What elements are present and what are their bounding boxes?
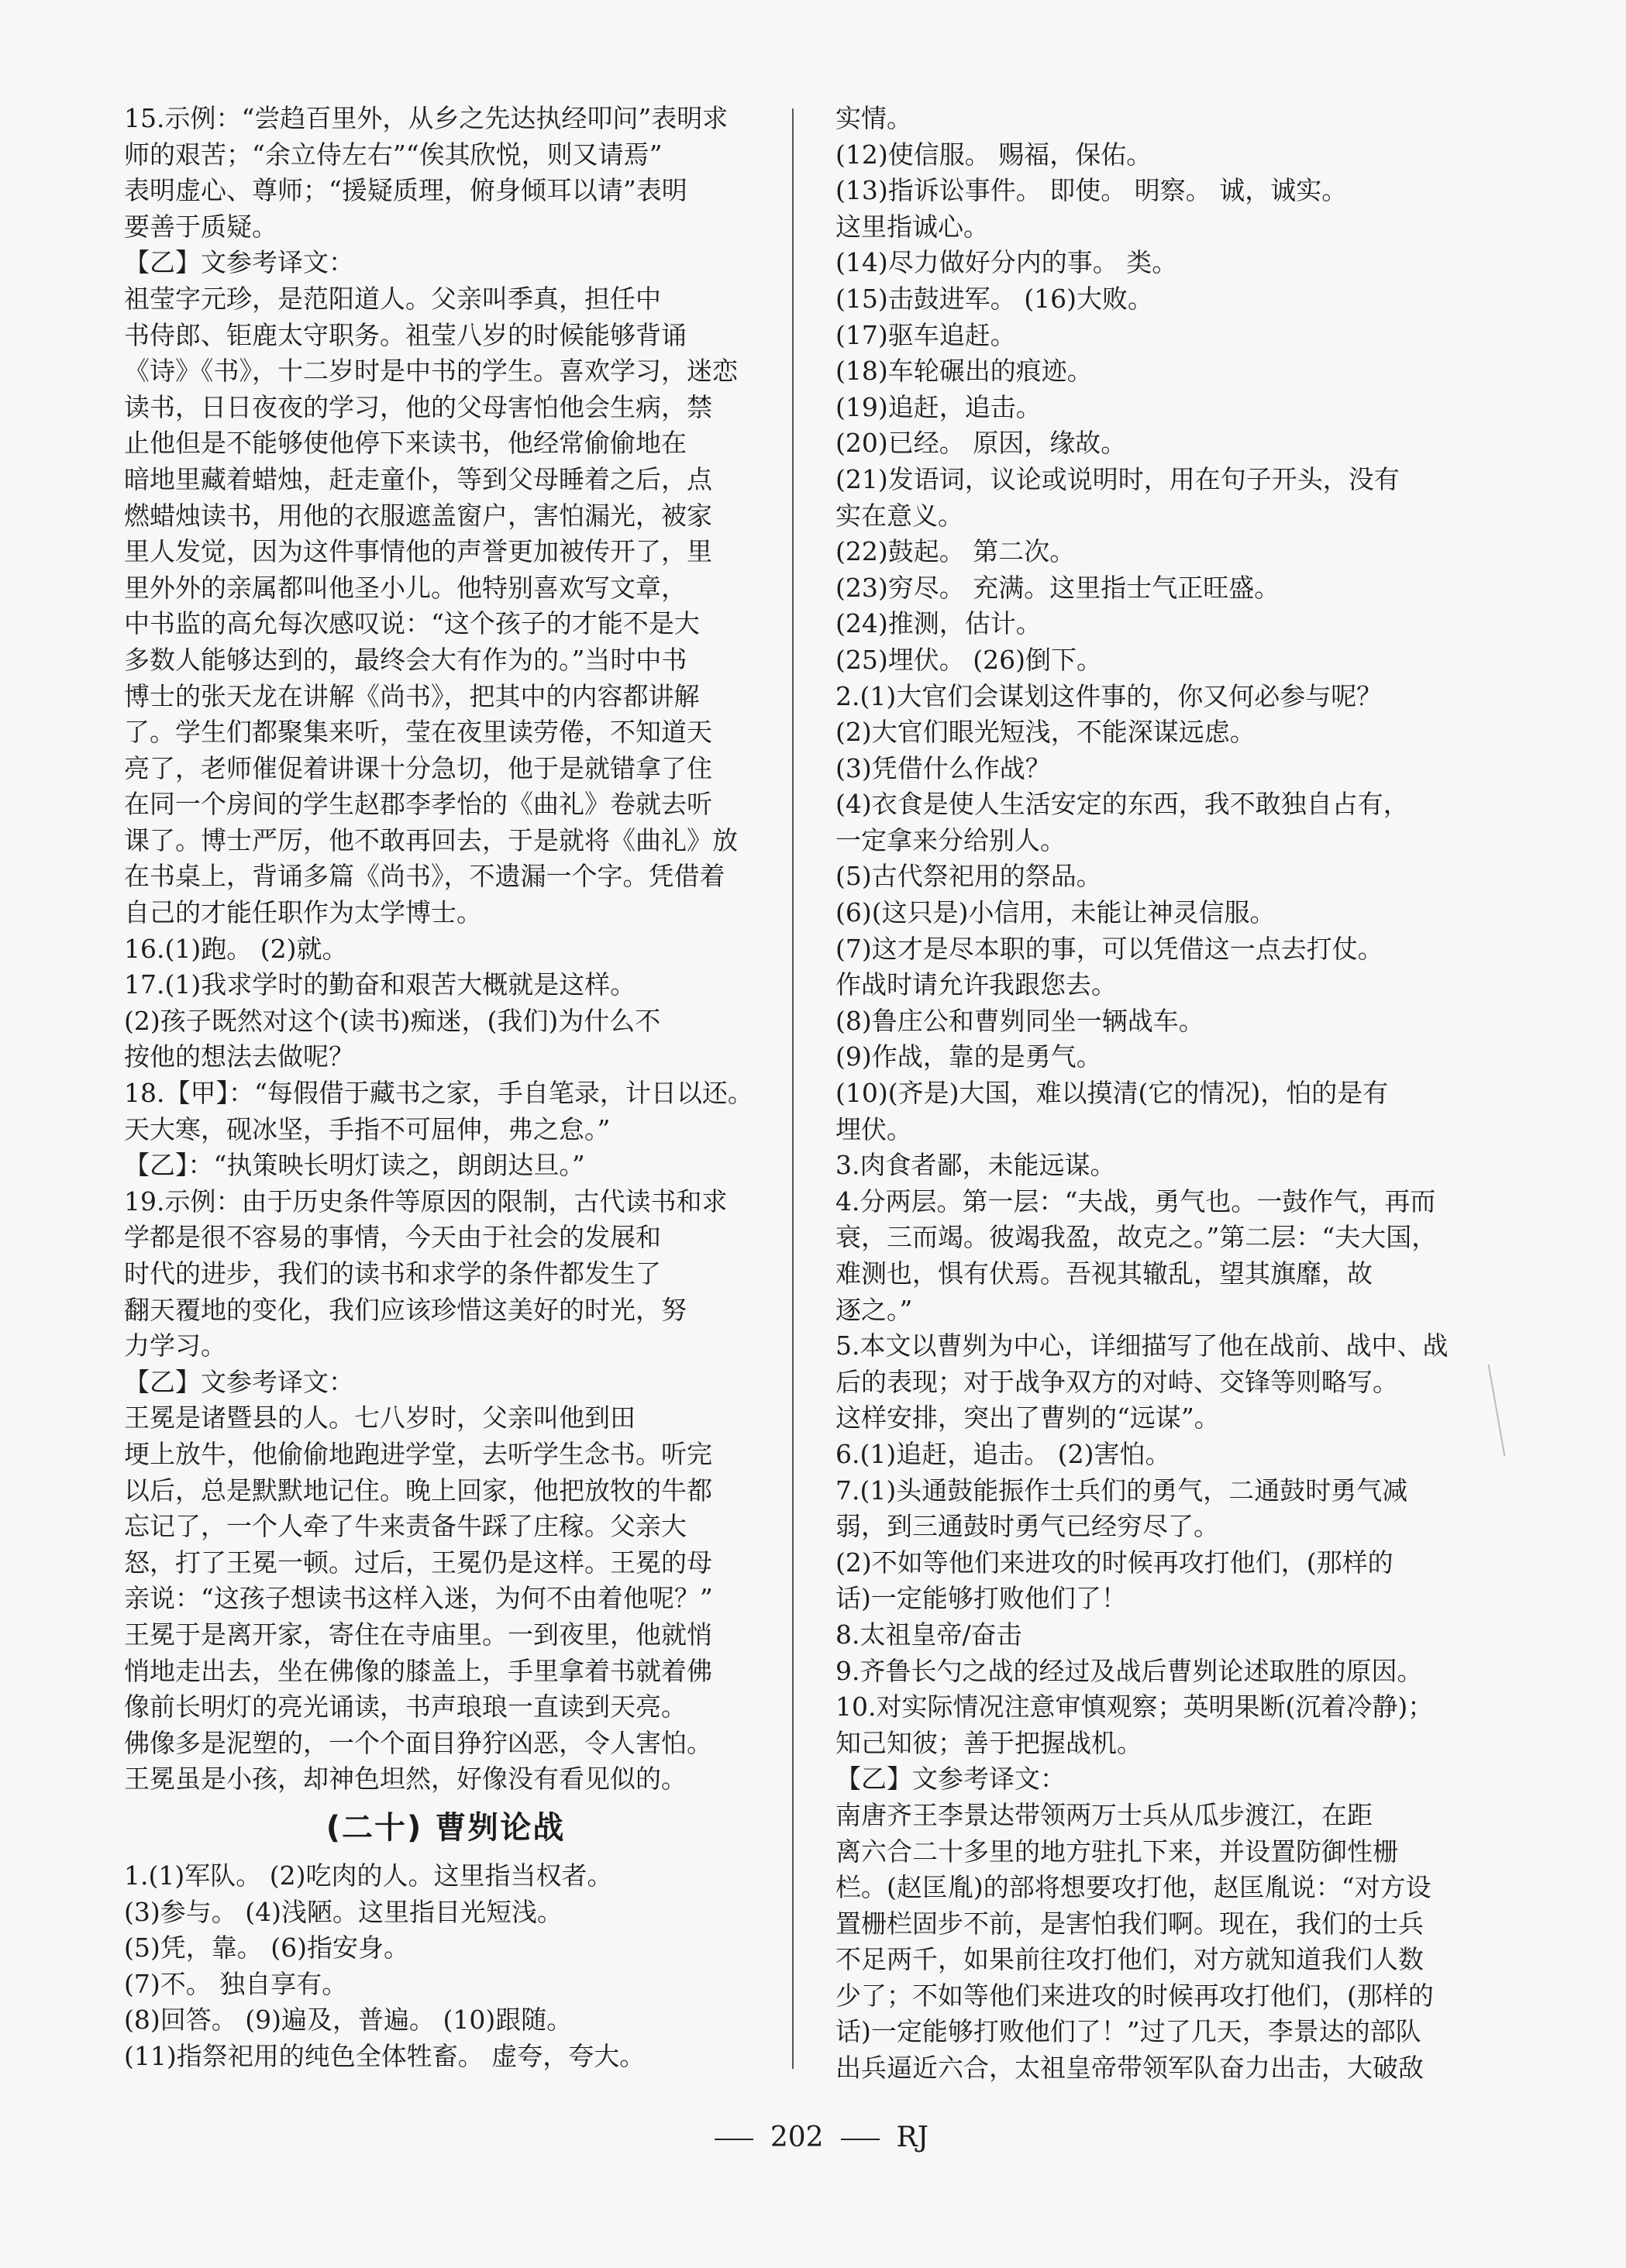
- text-line: (10)(齐是)大国，难以摸清(它的情况)，怕的是有: [835, 1078, 1389, 1109]
- left-column: [124, 101, 767, 2074]
- text-line: 实情。: [835, 103, 912, 133]
- text-line: (9)作战，靠的是勇气。: [835, 1041, 1102, 1072]
- text-line: 王冕于是离开家，寄住在寺庙里。一到夜里，他就悄: [124, 1619, 712, 1650]
- text-line: 这样安排，突出了曹刿的“远谋”。: [835, 1402, 1220, 1433]
- text-line: 9.齐鲁长勺之战的经过及战后曹刿论述取胜的原因。: [835, 1655, 1423, 1686]
- text-line: 5.本文以曹刿为中心，详细描写了他在战前、战中、战: [835, 1330, 1449, 1361]
- text-line: (22)鼓起。 第二次。: [835, 536, 1076, 567]
- text-line: (18)车轮碾出的痕迹。: [835, 356, 1093, 387]
- footer-dash-right: [841, 2139, 880, 2140]
- text-line: 【乙】文参考译文：: [124, 1366, 354, 1397]
- text-line: 16.(1)跑。 (2)就。: [124, 933, 348, 964]
- text-line: (2)不如等他们来进攻的时候再攻打他们，(那样的: [835, 1547, 1393, 1578]
- text-line: 6.(1)追赶，追击。 (2)害怕。: [835, 1438, 1171, 1469]
- text-line: 了。学生们都聚集来听，莹在夜里读劳倦，不知道天: [124, 717, 712, 748]
- text-line: (12)使信服。 赐福，保佑。: [835, 139, 1152, 170]
- text-line: 按他的想法去做呢？: [124, 1041, 354, 1072]
- text-line: (13)指诉讼事件。 即使。 明察。 诚，诚实。: [835, 175, 1348, 206]
- text-line: (17)驱车追赶。: [835, 319, 1016, 350]
- text-line: 在同一个房间的学生赵郡李孝怡的《曲礼》卷就去听: [124, 789, 712, 820]
- text-line: 王冕虽是小孩，却神色坦然，好像没有看见似的。: [124, 1764, 687, 1795]
- text-line: 课了。博士严厉，他不敢再回去，于是就将《曲礼》放: [124, 824, 738, 855]
- text-line: (14)尽力做好分内的事。 类。: [835, 247, 1178, 278]
- text-line: 难测也，惧有伏焉。吾视其辙乱，望其旗靡，故: [835, 1258, 1373, 1289]
- text-line: 多数人能够达到的，最终会大有作为的。”当时中书: [124, 644, 687, 675]
- text-line: (7)这才是尽本职的事，可以凭借这一点去打仗。: [835, 933, 1383, 964]
- text-line: (15)击鼓进军。 (16)大败。: [835, 283, 1153, 314]
- text-line: 【乙】文参考译文：: [124, 247, 354, 278]
- text-line: 师的艰苦；“余立侍左右”“俟其欣悦，则又请焉”: [124, 139, 663, 170]
- text-line: 佛像多是泥塑的，一个个面目狰狞凶恶，令人害怕。: [124, 1727, 712, 1758]
- text-line: 学都是很不容易的事情，今天由于社会的发展和: [124, 1222, 661, 1253]
- text-line: (19)追赶，追击。: [835, 391, 1042, 422]
- text-line: 在书桌上，背诵多篇《尚书》，不遗漏一个字。凭借着: [124, 861, 725, 892]
- text-line: 作战时请允许我跟您去。: [835, 969, 1117, 1000]
- text-line: 话)一定能够打败他们了！: [835, 1583, 1127, 1614]
- edition-code: RJ: [896, 2122, 929, 2153]
- text-line: 博士的张天龙在讲解《尚书》，把其中的内容都讲解: [124, 680, 700, 711]
- text-line: 出兵逼近六合，太祖皇帝带领军队奋力出击，大破敌: [835, 2053, 1424, 2084]
- text-line: 燃蜡烛读书，用他的衣服遮盖窗户，害怕漏光，被家: [124, 500, 712, 531]
- text-line: (8)鲁庄公和曹刿同坐一辆战车。: [835, 1005, 1204, 1036]
- text-line: 一定拿来分给别人。: [835, 824, 1066, 855]
- text-line: 《诗》《书》，十二岁时是中书的学生。喜欢学习，迷恋: [124, 356, 738, 387]
- text-line: 【乙】：“执策映长明灯读之，朗朗达旦。”: [124, 1150, 585, 1181]
- text-line: 里外外的亲属都叫他圣小儿。他特别喜欢写文章，: [124, 572, 687, 603]
- text-line: 10.对实际情况注意审慎观察；英明果断(沉着冷静)；: [835, 1692, 1434, 1723]
- text-line: 15.示例：“尝趋百里外，从乡之先达执经叩问”表明求: [124, 103, 729, 133]
- text-line: (7)不。 独自享有。: [124, 1968, 348, 1999]
- text-line: 17.(1)我求学时的勤奋和艰苦大概就是这样。: [124, 969, 636, 1000]
- text-line: 以后，总是默默地记住。晚上回家，他把放牧的牛都: [124, 1475, 712, 1506]
- text-line: 3.肉食者鄙，未能远谋。: [835, 1150, 1116, 1181]
- text-line: 18.【甲】：“每假借于藏书之家，手自笔录，计日以还。: [124, 1078, 753, 1109]
- text-line: 自己的才能任职作为太学博士。: [124, 897, 482, 928]
- text-line: 这里指诚心。: [835, 211, 989, 242]
- text-line: (3)参与。 (4)浅陋。这里指目光短浅。: [124, 1896, 563, 1927]
- page-number: 202: [770, 2122, 824, 2153]
- column-divider: [792, 108, 794, 2069]
- text-line: 表明虚心、尊师；“援疑质理，俯身倾耳以请”表明: [124, 175, 687, 206]
- right-column: [835, 101, 1502, 2087]
- text-line: 像前长明灯的亮光诵读，书声琅琅一直读到天亮。: [124, 1692, 687, 1723]
- text-line: 8.太祖皇帝/奋击: [835, 1619, 1022, 1650]
- text-line: 埂上放牛，他偷偷地跑进学堂，去听学生念书。听完: [124, 1438, 712, 1469]
- text-line: 王冕是诸暨县的人。七八岁时，父亲叫他到田: [124, 1402, 636, 1433]
- text-line: (21)发语词，议论或说明时，用在句子开头，没有: [835, 463, 1400, 494]
- text-line: (8)回答。 (9)遍及，普遍。 (10)跟随。: [124, 2005, 573, 2036]
- text-line: 要善于质疑。: [124, 211, 277, 242]
- text-line: 逐之。”: [835, 1294, 913, 1325]
- text-line: 悄地走出去，坐在佛像的膝盖上，手里拿着书就着佛: [124, 1655, 712, 1686]
- text-line: 里人发觉，因为这件事情他的声誉更加被传开了，里: [124, 536, 712, 567]
- footer-dash-left: [715, 2139, 753, 2140]
- text-line: 南唐齐王李景达带领两万士兵从瓜步渡江，在距: [835, 1799, 1373, 1830]
- text-line: 【乙】文参考译文：: [835, 1764, 1066, 1795]
- text-line: (6)(这只是)小信用，未能让神灵信服。: [835, 897, 1276, 928]
- text-line: 止他但是不能够使他停下来读书，他经常偷偷地在: [124, 428, 687, 459]
- text-line: 7.(1)头通鼓能振作士兵们的勇气，二通鼓时勇气减: [835, 1475, 1408, 1506]
- text-line: (2)大官们眼光短浅，不能深谋远虑。: [835, 717, 1256, 748]
- text-line: 弱，到三通鼓时勇气已经穷尽了。: [835, 1511, 1219, 1542]
- text-line: 栏。(赵匡胤)的部将想要攻打他，赵匡胤说：“对方设: [835, 1872, 1431, 1903]
- text-line: 翻天覆地的变化，我们应该珍惜这美好的时光，努: [124, 1294, 687, 1325]
- text-line: 离六合二十多里的地方驻扎下来，并设置防御性栅: [835, 1836, 1398, 1867]
- text-line: 少了；不如等他们来进攻的时候再攻打他们，(那样的: [835, 1980, 1434, 2011]
- text-line: 后的表现；对于战争双方的对峙、交锋等则略写。: [835, 1366, 1398, 1397]
- text-line: 埋伏。: [835, 1113, 912, 1144]
- text-line: (2)孩子既然对这个(读书)痴迷，(我们)为什么不: [124, 1005, 661, 1036]
- text-line: 实在意义。: [835, 500, 963, 531]
- text-line: 读书，日日夜夜的学习，他的父母害怕他会生病，禁: [124, 391, 712, 422]
- text-line: 暗地里藏着蜡烛，赶走童仆，等到父母睡着之后，点: [124, 463, 712, 494]
- text-line: 19.示例：由于历史条件等原因的限制，古代读书和求: [124, 1186, 728, 1217]
- text-line: 书侍郎、钜鹿太守职务。祖莹八岁的时候能够背诵: [124, 319, 687, 350]
- section-heading: (二十) 曹刿论战: [326, 1809, 566, 1846]
- text-line: 知己知彼；善于把握战机。: [835, 1727, 1142, 1758]
- text-line: 衰，三而竭。彼竭我盈，故克之。”第二层：“夫大国，: [835, 1222, 1438, 1253]
- text-line: 中书监的高允每次感叹说：“这个孩子的才能不是大: [124, 608, 700, 639]
- text-line: 力学习。: [124, 1330, 226, 1361]
- text-line: (5)古代祭祀用的祭品。: [835, 861, 1102, 892]
- text-line: (4)衣食是使人生活安定的东西，我不敢独自占有，: [835, 789, 1409, 820]
- text-line: 亮了，老师催促着讲课十分急切，他于是就错拿了住: [124, 752, 712, 783]
- text-line: 置栅栏固步不前，是害怕我们啊。现在，我们的士兵: [835, 1908, 1424, 1939]
- text-line: 4.分两层。第一层：“夫战，勇气也。一鼓作气，再而: [835, 1186, 1436, 1217]
- text-line: (24)推测，估计。: [835, 608, 1042, 639]
- text-line: (5)凭，靠。 (6)指安身。: [124, 1932, 409, 1963]
- text-line: 不足两千，如果前往攻打他们，对方就知道我们人数: [835, 1944, 1424, 1975]
- text-line: (3)凭借什么作战？: [835, 752, 1051, 783]
- text-line: 亲说：“这孩子想读书这样入迷，为何不由着他呢？”: [124, 1583, 713, 1614]
- text-line: 话)一定能够打败他们了！”过了几天，李景达的部队: [835, 2016, 1421, 2047]
- text-line: 怒，打了王冕一顿。过后，王冕仍是这样。王冕的母: [124, 1547, 712, 1578]
- text-line: 1.(1)军队。 (2)吃肉的人。这里指当权者。: [124, 1860, 613, 1891]
- text-line: (20)已经。 原因，缘故。: [835, 428, 1127, 459]
- page-footer: [0, 2122, 1626, 2153]
- text-line: 天大寒，砚冰坚，手指不可屈伸，弗之怠。”: [124, 1113, 611, 1144]
- text-line: 2.(1)大官们会谋划这件事的，你又何必参与呢？: [835, 680, 1383, 711]
- text-line: (25)埋伏。 (26)倒下。: [835, 644, 1102, 675]
- text-line: (11)指祭祀用的纯色全体牲畜。 虚夸，夸大。: [124, 2040, 646, 2071]
- text-line: 忘记了，一个人牵了牛来责备牛踩了庄稼。父亲大: [124, 1511, 687, 1542]
- text-line: 祖莹字元珍，是范阳道人。父亲叫季真，担任中: [124, 283, 661, 314]
- text-line: (23)穷尽。 充满。这里指士气正旺盛。: [835, 572, 1280, 603]
- text-line: 时代的进步，我们的读书和求学的条件都发生了: [124, 1258, 661, 1289]
